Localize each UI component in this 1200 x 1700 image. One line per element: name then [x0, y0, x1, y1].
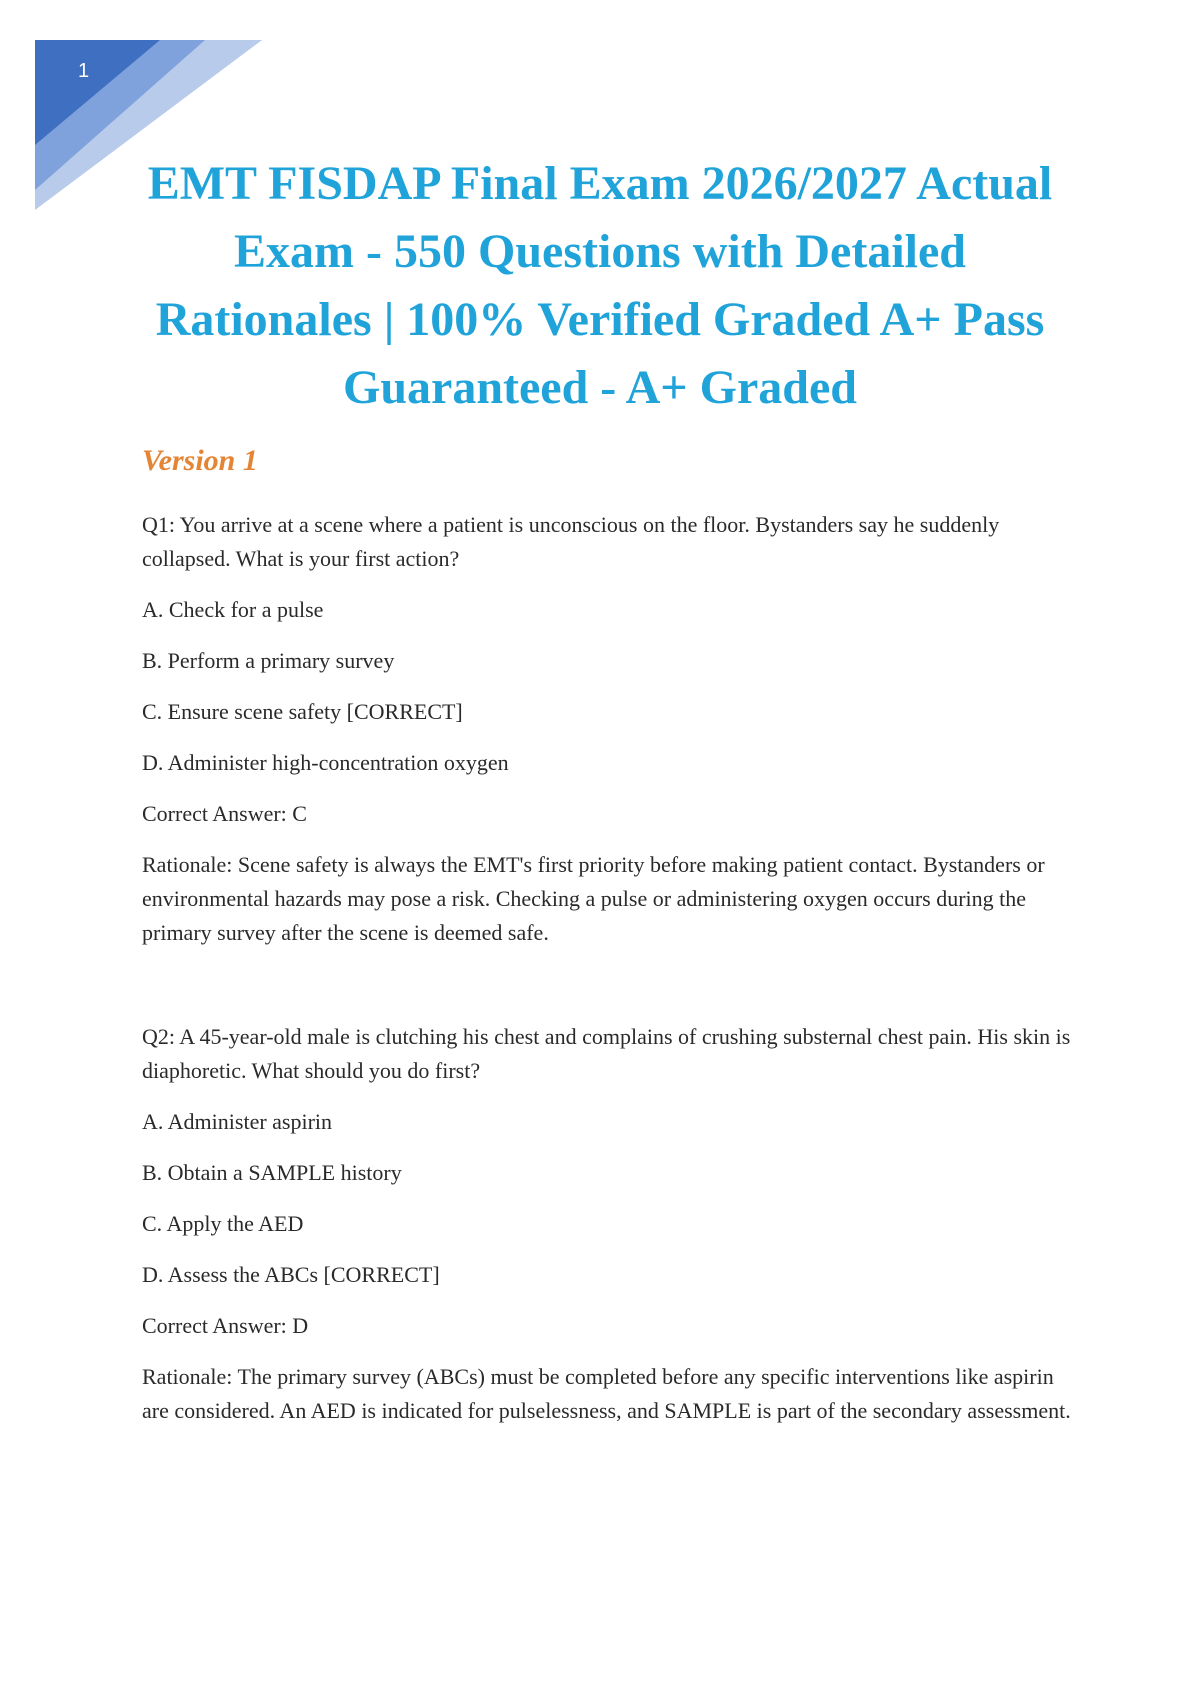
questions-list [142, 508, 1082, 1445]
question-block [142, 1020, 1082, 1428]
page-number: 1 [78, 60, 90, 82]
document-title: EMT FISDAP Final Exam 2026/2027 Actual Exam - 550 Questions with Detailed Rationales | 100% Verified Graded A+ Pass Guaranteed - A+ Graded [147, 157, 1053, 414]
answer-option: B. Perform a primary survey [142, 648, 395, 673]
question-block [142, 508, 1082, 950]
answer-option: D. Administer high-concentration oxygen [142, 750, 509, 775]
answer-option: C. Ensure scene safety [CORRECT] [142, 699, 463, 724]
correct-answer: Correct Answer: D [142, 1313, 309, 1338]
correct-answer: Correct Answer: C [142, 801, 307, 826]
question-text: Q1: You arrive at a scene where a patient is unconscious on the floor. Bystanders say he suddenly collapsed. What is your first action? [142, 512, 1000, 571]
rationale: Rationale: Scene safety is always the EMT's first priority before making patient contact. Bystanders or environmental hazards may pose a risk. Checking a pulse or administering oxygen occurs during the primary survey after the scene is deemed safe. [142, 852, 1045, 945]
answer-option: C. Apply the AED [142, 1211, 304, 1236]
version-heading: Version 1 [142, 444, 258, 477]
answer-option: B. Obtain a SAMPLE history [142, 1160, 402, 1185]
answer-option: D. Assess the ABCs [CORRECT] [142, 1262, 440, 1287]
answer-option: A. Administer aspirin [142, 1109, 333, 1134]
answer-option: A. Check for a pulse [142, 597, 324, 622]
question-text: Q2: A 45-year-old male is clutching his chest and complains of crushing substernal chest pain. His skin is diaphoretic. What should you do first? [142, 1024, 1071, 1083]
rationale: Rationale: The primary survey (ABCs) must be completed before any specific interventions like aspirin are considered. An AED is indicated for pulselessness, and SAMPLE is part of the secondary assessment. [142, 1364, 1071, 1423]
